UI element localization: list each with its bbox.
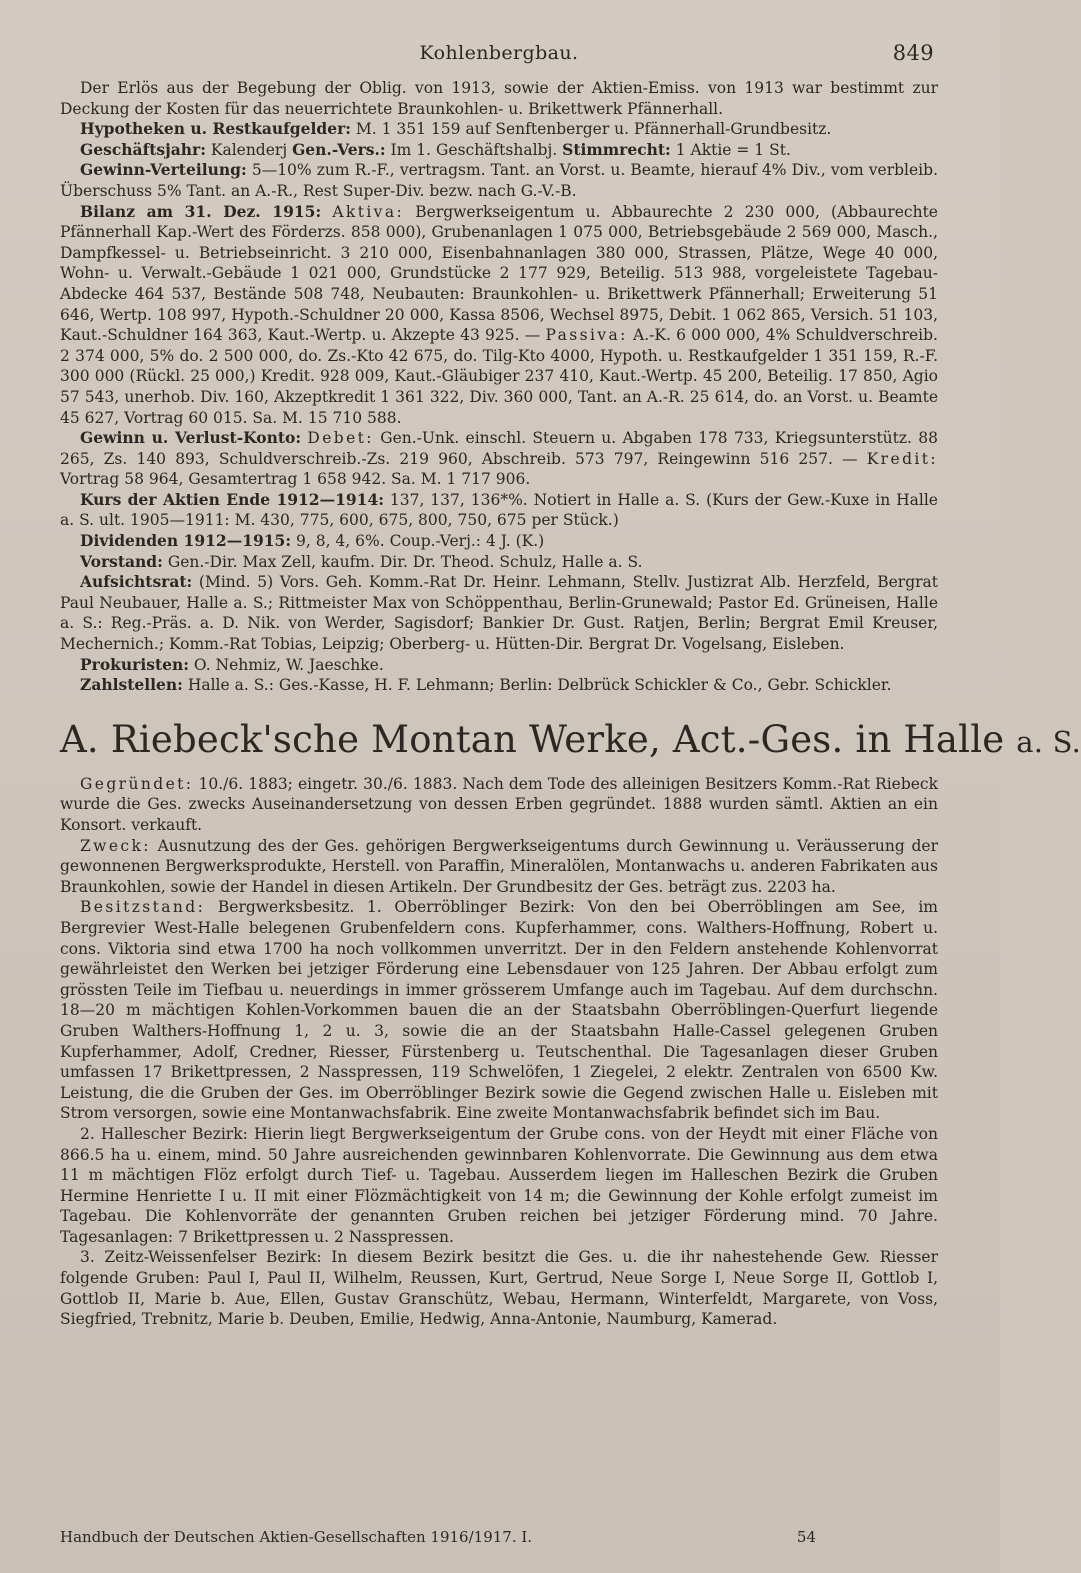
company-name: A. Riebeck'sche Montan Werke, Act.-Ges. in Halle — [60, 717, 1005, 761]
authorized-signatories-paragraph — [60, 655, 938, 676]
voting-right-label: Stimmrecht: — [562, 139, 671, 159]
purpose-label: Zweck: — [80, 836, 151, 855]
zeitz-district-paragraph: 3. Zeitz-Weissenfelser Bezirk: In diesem Bezirk besitzt die Ges. u. die ihr nahestehende Gew. Riesser folgende Gruben: Paul I, Paul II, Wilhelm, Reussen, Kurt, Gertrud, Neue Sorge I, Neue Sorge II, Gottlob I, Gottlob II, Marie b. Aue, Ellen, Gustav Granschütz, Webau, Hermann, Winterfeldt, Margarete, von Voss, Siegfried, Trebnitz, Marie b. Deuben, Emilie, Hedwig, Anna-Antonie, Naumburg, Kamerad. — [60, 1248, 938, 1329]
company-location: a. S. — [1016, 724, 1081, 759]
debit-label: Debet: — [307, 429, 374, 448]
purpose-text: Ausnutzung des der Ges. gehörigen Bergwerkseigentums durch Gewinnung u. Veräusserung der gewonnenen Bergwerksprodukte, Herstell. von Paraffin, Mineralölen, Montanwachs u. anderen Fabrikaten aus Braunkohlen, sowie der Handel in diesen Artikeln. Der Grundbesitz der Ges. beträgt zus. 2203 ha. — [60, 836, 938, 896]
purpose-paragraph — [60, 836, 938, 898]
profit-loss-label: Gewinn u. Verlust-Konto: — [80, 428, 302, 448]
issue-proceeds-paragraph: Der Erlös aus der Begebung der Oblig. von 1913, sowie der Aktien-Emiss. von 1913 war bestimmt zur Deckung der Kosten für das neuerrichtete Braunkohlen- u. Brikettwerk Pfännerhall. — [60, 79, 938, 118]
board-label: Vorstand: — [80, 551, 163, 571]
holdings-paragraph — [60, 897, 938, 1124]
mortgages-label: Hypotheken u. Restkaufgelder: — [80, 119, 351, 139]
liabilities-text: A.-K. 6 000 000, 4% Schuldverschreib. 2 374 000, 5% do. 2 500 000, do. Zs.-Kto 42 675, do. Tilg-Kto 4000, Hypoth. u. Restkaufgelder 1 351 159, R.-F. 300 000 (Rückl. 25 000,) Kredit. 928 009, Kaut.-Gläubiger 237 410, Kaut.-Wertp. 45 200, Beteilig. 17 850, Agio 57 543, unerhob. Div. 160, Akzeptkredit 1 361 322, Div. 360 000, Tant. an A.-R. 25 614, do. an Vorst. u. Beamte 45 627, Vortrag 60 015. Sa. M. 15 710 588. — [60, 326, 938, 427]
dividends-label: Dividenden 1912—1915: — [80, 531, 292, 551]
footer-signature: 54 — [796, 1528, 816, 1546]
balance-sheet-paragraph — [60, 202, 938, 429]
authorized-signatories-label: Prokuristen: — [80, 654, 189, 674]
supervisory-board-label: Aufsichtsrat: — [80, 572, 193, 592]
voting-right-text: 1 Aktie = 1 St. — [675, 140, 791, 159]
general-meeting-label: Gen.-Vers.: — [292, 139, 386, 159]
board-text: Gen.-Dir. Max Zell, kaufm. Dir. Dr. Theod. Schulz, Halle a. S. — [167, 552, 643, 571]
company-title — [60, 716, 1081, 766]
founded-label: Gegründet: — [80, 774, 194, 793]
share-price-paragraph — [60, 490, 938, 531]
supervisory-board-paragraph — [60, 572, 938, 654]
business-year-text: Kalenderj — [210, 140, 288, 159]
page-footer — [60, 1527, 900, 1547]
assets-text: Bergwerkseigentum u. Abbaurechte 2 230 000, (Abbaurechte Pfännerhall Kap.-Wert des Förderzs. 858 000), Grubenanlagen 1 075 000, Betriebsgebäude 2 569 000, Masch., Dampfkessel- u. Betriebseinricht. 3 210 000, Eisenbahnanlagen 380 000, Strassen, Plätze, Wege 40 000, Wohn- u. Verwalt.-Gebäude 1 021 000, Grundstücke 2 177 929, Beteilig. 513 988, vorgeleistete Tagebau-Abdecke 464 537, Bestände 508 748, Neubauten: Braunkohlen- u. Brikettwerk Pfännerhall; Erweiterung 51 646, Wertp. 108 997, Hypoth.-Schuldner 20 000, Kassa 8506, Wechsel 8975, Debit. 1 062 865, Versich. 51 103, Kaut.-Schuldner 164 363, Kaut.-Wertp. u. Akzepte 43 925. — — [60, 202, 938, 345]
mortgages-text: M. 1 351 159 auf Senftenberger u. Pfännerhall-Grundbesitz. — [355, 120, 832, 139]
halle-district-paragraph: 2. Hallescher Bezirk: Hierin liegt Bergwerkseigentum der Grube cons. von der Heydt mit einer Fläche von 866.5 ha u. einem, mind. 50 Jahre ausreichenden gewinnbaren Kohlenvorrate. Die Gewinnung aus dem etwa 11 m mächtigen Flöz erfolgt durch Tief- u. Tagebau. Ausserdem liegen im Halleschen Bezirk die Gruben Hermine Henriette I u. II mit einer Flözmächtigkeit von 14 m; die Gewinnung der Kohle erfolgt zumeist im Tagebau. Die Kohlenvorräte der genannten Gruben reichen bei jetziger Förderung mind. 70 Jahre. Tagesanlagen: 7 Brikettpressen u. 2 Nasspressen. — [60, 1124, 938, 1246]
paying-agents-paragraph — [60, 675, 938, 696]
footer-source: Handbuch der Deutschen Aktien-Gesellschaften 1916/1917. I. — [60, 1528, 533, 1546]
page-number: 849 — [892, 41, 934, 65]
profit-distribution-text: 5—10% zum R.-F., vertragsm. Tant. an Vorst. u. Beamte, hierauf 4% Div., vom verbleib. Überschuss 5% Tant. an A.-R., Rest Super-Div. bezw. nach G.-V.-B. — [60, 161, 938, 200]
assets-label: Aktiva: — [332, 202, 405, 221]
paying-agents-label: Zahlstellen: — [80, 675, 183, 695]
business-year-paragraph — [60, 140, 938, 161]
profit-distribution-label: Gewinn-Verteilung: — [80, 160, 247, 180]
share-price-label: Kurs der Aktien Ende 1912—1914: — [80, 489, 384, 509]
dividends-text: 9, 8, 4, 6%. Coup.-Verj.: 4 J. (K.) — [296, 532, 545, 551]
holdings-label: Besitzstand: — [80, 898, 206, 917]
page-header — [60, 28, 938, 78]
paying-agents-text: Halle a. S.: Ges.-Kasse, H. F. Lehmann; Berlin: Delbrück Schickler & Co., Gebr. Schickler. — [187, 676, 892, 695]
second-entry — [60, 774, 938, 1330]
share-price-text: 137, 137, 136*%. Notiert in Halle a. S. (Kurs der Gew.-Kuxe in Halle a. S. ult. 1905—1911: M. 430, 775, 600, 675, 800, 750, 675 per Stück.) — [60, 490, 938, 530]
supervisory-board-text: (Mind. 5) Vors. Geh. Komm.-Rat Dr. Heinr. Lehmann, Stellv. Justizrat Alb. Herzfeld, Bergrat Paul Neubauer, Halle a. S.; Rittmeister Max von Schöppenthau, Berlin-Grunewald; Pastor Ed. Grüneisen, Halle a. S.: Reg.-Präs. a. D. Nik. von Werder, Sagisdorf; Bankier Dr. Gust. Ratjen, Berlin; Bergrat Emil Kreuser, Mechernich.; Komm.-Rat Tobias, Leipzig; Oberberg- u. Hütten-Dir. Bergrat Dr. Vogelsang, Eisleben. — [60, 573, 938, 654]
liabilities-label: Passiva: — [545, 326, 628, 345]
running-title: Kohlenbergbau. — [419, 42, 579, 64]
credit-label: Kredit: — [866, 449, 938, 468]
holdings-text: Bergwerksbesitz. 1. Oberröblinger Bezirk: Von den bei Oberröblingen am See, im Bergrevier West-Halle belegenen Grubenfeldern cons. Kupferhammer, cons. Walthers-Hoffnung, Robert u. cons. Viktoria sind etwa 1700 ha noch vollkommen unverritzt. Der in den Feldern anstehende Kohlenvorrat gewährleistet den Werken bei jetziger Förderung eine Lebensdauer von 125 Jahren. Der Abbau erfolgt zum grössten Teile im Tiefbau u. neuerdings in immer grösserem Umfange auch im Tagebau. Auf dem durchschn. 18—20 m mächtigen Kohlen-Vorkommen bauen die an der Staatsbahn Oberröblingen-Querfurt liegende Gruben Walthers-Hoffnung 1, 2 u. 3, sowie die an der Staatsbahn Halle-Cassel gelegenen Gruben Kupferhammer, Adolf, Credner, Riesser, Fürstenberg u. Teutschenthal. Die Tagesanlagen dieser Gruben umfassen 17 Brikettpressen, 2 Nasspressen, 119 Schwelöfen, 1 Ziegelei, 2 elektr. Zentralen von 6500 Kw. Leistung, die die Gruben der Ges. im Oberröblinger Bezirk sowie die Gegend zwischen Halle u. Eisleben mit Strom versorgen, sowie eine Montanwachsfabrik. Eine zweite Montanwachsfabrik befindet sich im Bau. — [60, 898, 938, 1123]
balance-sheet-label: Bilanz am 31. Dez. 1915: — [80, 201, 322, 221]
profit-loss-paragraph — [60, 428, 938, 490]
founded-paragraph — [60, 774, 938, 836]
business-year-label: Geschäftsjahr: — [80, 139, 206, 159]
authorized-signatories-text: O. Nehmiz, W. Jaeschke. — [193, 655, 384, 674]
dividends-paragraph — [60, 531, 938, 552]
profit-distribution-paragraph — [60, 160, 938, 201]
top-entry — [60, 78, 938, 696]
debit-text: Gen.-Unk. einschl. Steuern u. Abgaben 178 733, Kriegsunterstütz. 88 265, Zs. 140 893, Schuldverschreib.-Zs. 219 960, Abschreib. 573 797, Reingewinn 516 257. — — [60, 429, 938, 468]
general-meeting-text: Im 1. Geschäftshalbj. — [390, 140, 558, 159]
mortgages-paragraph — [60, 119, 938, 140]
board-paragraph — [60, 552, 938, 573]
founded-text: 10./6. 1883; eingetr. 30./6. 1883. Nach dem Tode des alleinigen Besitzers Komm.-Rat Riebeck wurde die Ges. zwecks Auseinandersetzung von dessen Erben gegründet. 1888 wurden sämtl. Aktien an ein Konsort. verkauft. — [60, 774, 938, 834]
credit-text: Vortrag 58 964, Gesamtertrag 1 658 942. Sa. M. 1 717 906. — [60, 470, 531, 489]
